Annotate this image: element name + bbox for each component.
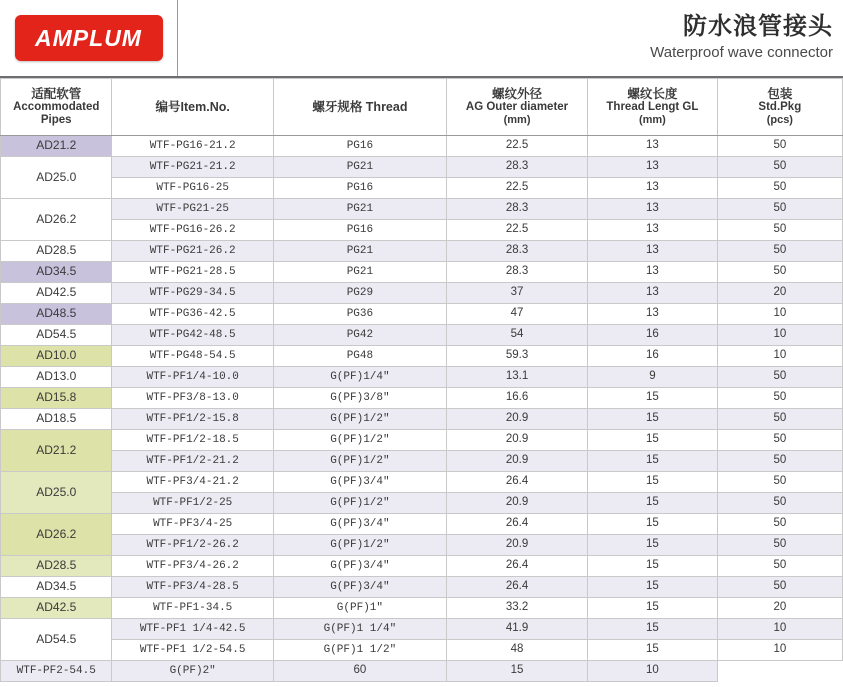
cell-item-no: WTF-PG42-48.5 xyxy=(112,325,273,346)
cell-package: 50 xyxy=(717,262,842,283)
cell-outer-diameter: 26.4 xyxy=(446,514,587,535)
table-row xyxy=(1,472,843,493)
cell-outer-diameter: 26.4 xyxy=(446,577,587,598)
cell-package: 50 xyxy=(717,220,842,241)
cell-item-no: WTF-PF1/2-26.2 xyxy=(112,535,273,556)
cell-thread: PG29 xyxy=(273,283,446,304)
cell-item-no: WTF-PG16-25 xyxy=(112,178,273,199)
cell-item-no: WTF-PF3/4-28.5 xyxy=(112,577,273,598)
col-header-thread xyxy=(273,79,446,136)
col-header-len-en: Thread Lengt GL xyxy=(606,101,699,114)
table-row xyxy=(1,619,843,640)
col-header-pkg-en: Std.Pkg xyxy=(758,101,802,114)
cell-outer-diameter: 22.5 xyxy=(446,220,587,241)
cell-item-no: WTF-PF1/2-21.2 xyxy=(112,451,273,472)
cell-package: 50 xyxy=(717,367,842,388)
col-header-item-cn: 编号Item.No. xyxy=(155,99,230,114)
table-row xyxy=(1,178,843,199)
cell-package: 50 xyxy=(717,472,842,493)
cell-item-no: WTF-PG21-25 xyxy=(112,199,273,220)
cell-outer-diameter: 60 xyxy=(273,661,446,682)
cell-package: 50 xyxy=(717,409,842,430)
col-header-package xyxy=(717,79,842,136)
cell-thread-length: 15 xyxy=(588,619,718,640)
cell-thread-length: 15 xyxy=(588,640,718,661)
cell-outer-diameter: 20.9 xyxy=(446,493,587,514)
cell-accommodated-pipe: AD28.5 xyxy=(1,556,112,577)
table-row xyxy=(1,430,843,451)
table-row xyxy=(1,451,843,472)
cell-thread: G(PF)3/4″ xyxy=(273,556,446,577)
table-row xyxy=(1,640,843,661)
cell-thread-length: 13 xyxy=(588,262,718,283)
cell-thread: PG48 xyxy=(273,346,446,367)
cell-package: 10 xyxy=(717,325,842,346)
cell-accommodated-pipe: AD54.5 xyxy=(1,325,112,346)
cell-package: 50 xyxy=(717,178,842,199)
cell-accommodated-pipe: AD15.8 xyxy=(1,388,112,409)
cell-package: 10 xyxy=(717,640,842,661)
cell-item-no: WTF-PF3/4-21.2 xyxy=(112,472,273,493)
table-row xyxy=(1,556,843,577)
cell-accommodated-pipe: AD54.5 xyxy=(1,619,112,661)
cell-thread: PG21 xyxy=(273,262,446,283)
cell-outer-diameter: 28.3 xyxy=(446,262,587,283)
col-header-pipes-en1: Accommodated xyxy=(13,100,100,113)
cell-thread-length: 13 xyxy=(588,136,718,157)
cell-thread-length: 15 xyxy=(588,430,718,451)
cell-thread: PG16 xyxy=(273,220,446,241)
cell-item-no: WTF-PG29-34.5 xyxy=(112,283,273,304)
table-row xyxy=(1,262,843,283)
cell-thread: G(PF)2″ xyxy=(112,661,273,682)
cell-package: 50 xyxy=(717,535,842,556)
cell-thread: G(PF)1/2″ xyxy=(273,451,446,472)
cell-package: 50 xyxy=(717,556,842,577)
col-header-len-cn: 螺纹长度 xyxy=(627,86,678,101)
table-row xyxy=(1,367,843,388)
cell-item-no: WTF-PF1/2-15.8 xyxy=(112,409,273,430)
page-title-en: Waterproof wave connector xyxy=(650,44,833,62)
cell-outer-diameter: 20.9 xyxy=(446,451,587,472)
cell-thread-length: 16 xyxy=(588,346,718,367)
table-row xyxy=(1,283,843,304)
cell-package: 50 xyxy=(717,493,842,514)
col-header-od-unit: (mm) xyxy=(503,114,531,127)
cell-thread: PG42 xyxy=(273,325,446,346)
cell-thread-length: 13 xyxy=(588,241,718,262)
cell-thread: PG36 xyxy=(273,304,446,325)
cell-accommodated-pipe: AD28.5 xyxy=(1,241,112,262)
cell-thread-length: 15 xyxy=(588,556,718,577)
table-row xyxy=(1,598,843,619)
cell-thread: G(PF)3/4″ xyxy=(273,577,446,598)
cell-package: 50 xyxy=(717,388,842,409)
table-header-row xyxy=(1,79,843,136)
col-header-pipes-cn: 适配软管 xyxy=(31,86,82,101)
cell-package: 50 xyxy=(717,199,842,220)
cell-item-no: WTF-PF1 1/2-54.5 xyxy=(112,640,273,661)
cell-outer-diameter: 22.5 xyxy=(446,136,587,157)
cell-thread: G(PF)1 1/2″ xyxy=(273,640,446,661)
cell-package: 10 xyxy=(717,619,842,640)
cell-thread-length: 15 xyxy=(588,514,718,535)
cell-thread: PG16 xyxy=(273,136,446,157)
table-row xyxy=(1,325,843,346)
cell-thread-length: 13 xyxy=(588,283,718,304)
cell-thread-length: 13 xyxy=(588,220,718,241)
cell-accommodated-pipe: AD48.5 xyxy=(1,304,112,325)
cell-accommodated-pipe: AD18.5 xyxy=(1,409,112,430)
cell-item-no: WTF-PF2-54.5 xyxy=(1,661,112,682)
cell-thread: PG21 xyxy=(273,241,446,262)
cell-thread: G(PF)3/4″ xyxy=(273,514,446,535)
table-row xyxy=(1,241,843,262)
table-row xyxy=(1,577,843,598)
cell-item-no: WTF-PF1/2-25 xyxy=(112,493,273,514)
cell-package: 20 xyxy=(717,598,842,619)
cell-accommodated-pipe: AD26.2 xyxy=(1,199,112,241)
cell-thread-length: 15 xyxy=(588,598,718,619)
title-area xyxy=(178,0,843,76)
cell-thread-length: 13 xyxy=(588,199,718,220)
table-row xyxy=(1,661,843,682)
cell-thread-length: 9 xyxy=(588,367,718,388)
cell-outer-diameter: 54 xyxy=(446,325,587,346)
cell-thread-length: 15 xyxy=(588,493,718,514)
cell-thread-length: 13 xyxy=(588,304,718,325)
logo-area xyxy=(0,0,178,76)
cell-item-no: WTF-PF3/4-25 xyxy=(112,514,273,535)
cell-thread: G(PF)1/2″ xyxy=(273,430,446,451)
cell-thread-length: 15 xyxy=(588,535,718,556)
cell-item-no: WTF-PG21-28.5 xyxy=(112,262,273,283)
page-header xyxy=(0,0,843,78)
cell-accommodated-pipe: AD10.0 xyxy=(1,346,112,367)
cell-outer-diameter: 59.3 xyxy=(446,346,587,367)
cell-thread: G(PF)1 1/4″ xyxy=(273,619,446,640)
cell-thread-length: 15 xyxy=(588,388,718,409)
cell-item-no: WTF-PF3/8-13.0 xyxy=(112,388,273,409)
cell-package: 50 xyxy=(717,451,842,472)
cell-thread-length: 15 xyxy=(588,409,718,430)
cell-outer-diameter: 48 xyxy=(446,640,587,661)
cell-outer-diameter: 28.3 xyxy=(446,199,587,220)
cell-item-no: WTF-PG36-42.5 xyxy=(112,304,273,325)
cell-package: 50 xyxy=(717,514,842,535)
cell-thread: PG21 xyxy=(273,157,446,178)
cell-item-no: WTF-PF1-34.5 xyxy=(112,598,273,619)
cell-item-no: WTF-PF3/4-26.2 xyxy=(112,556,273,577)
cell-outer-diameter: 22.5 xyxy=(446,178,587,199)
cell-package: 10 xyxy=(588,661,718,682)
col-header-pipes-en2: Pipes xyxy=(40,114,72,127)
page-title-cn: 防水浪管接头 xyxy=(683,13,833,41)
cell-accommodated-pipe: AD25.0 xyxy=(1,472,112,514)
cell-accommodated-pipe: AD26.2 xyxy=(1,514,112,556)
table-row xyxy=(1,535,843,556)
cell-package: 10 xyxy=(717,304,842,325)
cell-outer-diameter: 47 xyxy=(446,304,587,325)
table-row xyxy=(1,388,843,409)
cell-outer-diameter: 16.6 xyxy=(446,388,587,409)
table-row xyxy=(1,199,843,220)
cell-thread: PG21 xyxy=(273,199,446,220)
col-header-od-en: AG Outer diameter xyxy=(465,101,569,114)
cell-outer-diameter: 37 xyxy=(446,283,587,304)
col-header-pipes xyxy=(1,79,112,136)
cell-thread-length: 15 xyxy=(446,661,587,682)
table-row xyxy=(1,346,843,367)
cell-item-no: WTF-PG21-21.2 xyxy=(112,157,273,178)
cell-outer-diameter: 26.4 xyxy=(446,556,587,577)
cell-thread-length: 13 xyxy=(588,157,718,178)
cell-outer-diameter: 28.3 xyxy=(446,241,587,262)
cell-thread-length: 15 xyxy=(588,577,718,598)
cell-package: 50 xyxy=(717,241,842,262)
table-row xyxy=(1,220,843,241)
cell-accommodated-pipe: AD21.2 xyxy=(1,136,112,157)
cell-thread: G(PF)1/2″ xyxy=(273,409,446,430)
cell-outer-diameter: 20.9 xyxy=(446,409,587,430)
cell-accommodated-pipe: AD25.0 xyxy=(1,157,112,199)
cell-package: 50 xyxy=(717,577,842,598)
cell-package: 50 xyxy=(717,136,842,157)
cell-item-no: WTF-PG21-26.2 xyxy=(112,241,273,262)
table-body xyxy=(1,136,843,682)
cell-thread: G(PF)1″ xyxy=(273,598,446,619)
col-header-outer-diameter xyxy=(446,79,587,136)
cell-item-no: WTF-PF1 1/4-42.5 xyxy=(112,619,273,640)
cell-accommodated-pipe: AD21.2 xyxy=(1,430,112,472)
col-header-thread-cn: 螺牙规格 Thread xyxy=(312,99,408,114)
cell-thread-length: 16 xyxy=(588,325,718,346)
col-header-thread-length xyxy=(588,79,718,136)
table-row xyxy=(1,157,843,178)
cell-thread: G(PF)1/4″ xyxy=(273,367,446,388)
table-row xyxy=(1,136,843,157)
col-header-pkg-unit: (pcs) xyxy=(766,114,793,127)
table-row xyxy=(1,514,843,535)
cell-item-no: WTF-PF1/4-10.0 xyxy=(112,367,273,388)
cell-outer-diameter: 13.1 xyxy=(446,367,587,388)
cell-accommodated-pipe: AD42.5 xyxy=(1,598,112,619)
cell-outer-diameter: 20.9 xyxy=(446,430,587,451)
col-header-len-unit: (mm) xyxy=(638,114,666,127)
table-row xyxy=(1,493,843,514)
cell-outer-diameter: 26.4 xyxy=(446,472,587,493)
cell-thread: G(PF)1/2″ xyxy=(273,493,446,514)
cell-thread: PG16 xyxy=(273,178,446,199)
cell-outer-diameter: 41.9 xyxy=(446,619,587,640)
cell-accommodated-pipe: AD34.5 xyxy=(1,262,112,283)
cell-item-no: WTF-PG16-26.2 xyxy=(112,220,273,241)
cell-outer-diameter: 28.3 xyxy=(446,157,587,178)
cell-outer-diameter: 20.9 xyxy=(446,535,587,556)
table-row xyxy=(1,304,843,325)
table-row xyxy=(1,409,843,430)
cell-thread-length: 13 xyxy=(588,178,718,199)
cell-outer-diameter: 33.2 xyxy=(446,598,587,619)
cell-item-no: WTF-PG48-54.5 xyxy=(112,346,273,367)
cell-thread-length: 15 xyxy=(588,451,718,472)
logo-text: AMPLUM xyxy=(35,24,142,51)
cell-item-no: WTF-PF1/2-18.5 xyxy=(112,430,273,451)
cell-accommodated-pipe: AD13.0 xyxy=(1,367,112,388)
cell-package: 10 xyxy=(717,346,842,367)
col-header-item xyxy=(112,79,273,136)
cell-item-no: WTF-PG16-21.2 xyxy=(112,136,273,157)
cell-thread: G(PF)3/4″ xyxy=(273,472,446,493)
col-header-od-cn: 螺纹外径 xyxy=(492,86,543,101)
cell-thread-length: 15 xyxy=(588,472,718,493)
col-header-pkg-cn: 包装 xyxy=(767,86,793,101)
spec-table xyxy=(0,78,843,682)
cell-accommodated-pipe: AD42.5 xyxy=(1,283,112,304)
cell-thread: G(PF)1/2″ xyxy=(273,535,446,556)
cell-package: 50 xyxy=(717,430,842,451)
cell-package: 50 xyxy=(717,157,842,178)
cell-thread: G(PF)3/8″ xyxy=(273,388,446,409)
amplum-logo xyxy=(15,15,163,61)
cell-accommodated-pipe: AD34.5 xyxy=(1,577,112,598)
cell-package: 20 xyxy=(717,283,842,304)
